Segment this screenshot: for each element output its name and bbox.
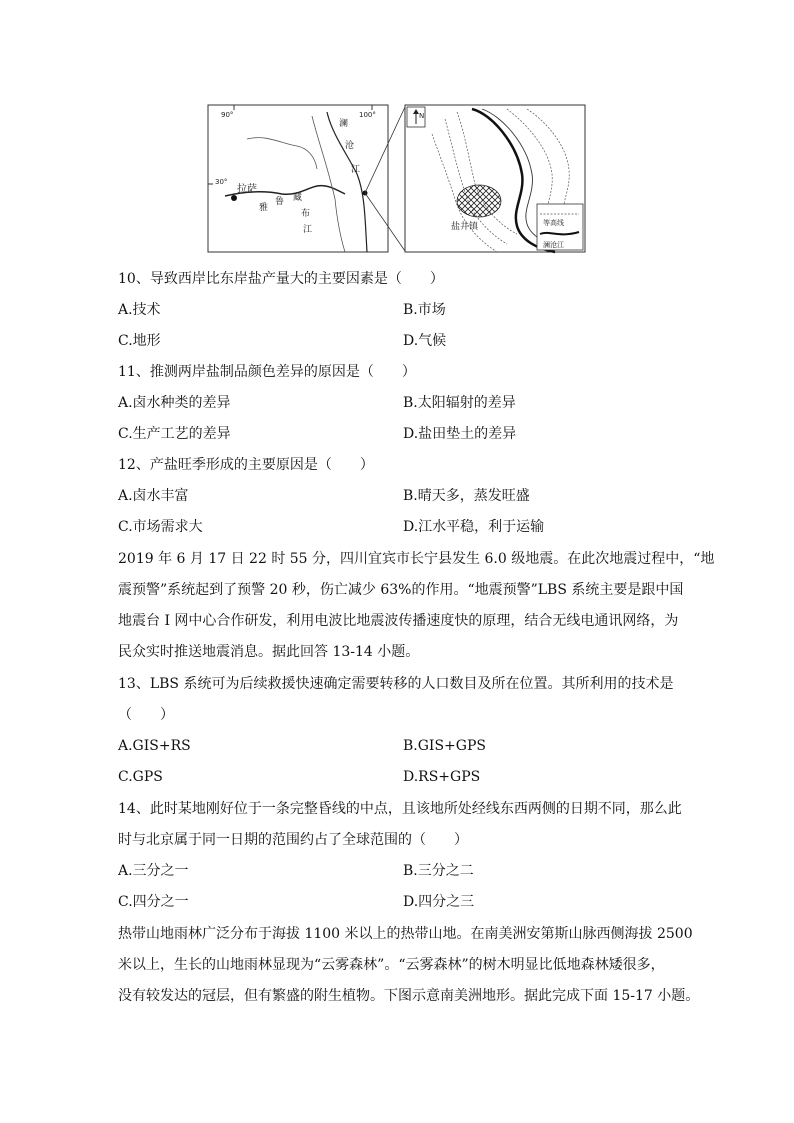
left-map <box>208 105 388 252</box>
q11-option-d[interactable]: D.盐田垫土的差异 <box>403 426 517 442</box>
river-char: 江 <box>351 165 361 175</box>
lon-100-label: 100° <box>359 111 376 119</box>
passage-earthquake-line: 民众实时推送地震消息。据此回答 13-14 小题。 <box>118 644 420 660</box>
q12-option-a[interactable]: A.卤水丰富 <box>118 488 189 504</box>
q11-option-b[interactable]: B.太阳辐射的差异 <box>403 395 516 411</box>
q12-option-d[interactable]: D.江水平稳，利于运输 <box>403 519 545 535</box>
q13-option-c[interactable]: C.GPS <box>118 769 163 785</box>
q10-option-c[interactable]: C.地形 <box>118 333 161 349</box>
passage-rainforest-line: 热带山地雨林广泛分布于海拔 1100 米以上的热带山地。在南美洲安第斯山脉西侧海拔 2500 <box>118 926 693 942</box>
q10-option-b[interactable]: B.市场 <box>403 302 446 318</box>
q14-option-b[interactable]: B.三分之二 <box>403 863 474 879</box>
lon-90-label: 90° <box>221 111 234 119</box>
salt-field-hatched <box>457 185 501 217</box>
q13-option-b[interactable]: B.GIS+GPS <box>403 738 486 754</box>
passage-earthquake-line: 2019 年 6 月 17 日 22 时 55 分，四川宜宾市长宁县发生 6.0 级地震。在此次地震过程中，“地 <box>118 551 715 567</box>
passage-earthquake-line: 地震台 I 网中心合作研发，利用电波比地震波传播速度快的原理，结合无线电通讯网络，为 <box>118 613 679 629</box>
north-label: N <box>419 112 425 120</box>
right-map <box>405 105 585 252</box>
question-11-stem: 11、推测两岸盐制品颜色差异的原因是（ ） <box>118 364 416 380</box>
lhasa-label: 拉萨 <box>237 184 257 195</box>
q14-option-a[interactable]: A.三分之一 <box>118 863 189 879</box>
q10-option-d[interactable]: D.气候 <box>403 333 447 349</box>
q10-option-a[interactable]: A.技术 <box>118 302 161 318</box>
river-char: 布 <box>301 209 311 219</box>
q13-option-d[interactable]: D.RS+GPS <box>403 769 481 785</box>
lat-30-label: 30° <box>215 178 228 186</box>
saltwell-town-label: 盐井镇 <box>451 222 479 232</box>
river-char: 澜 <box>339 119 349 129</box>
river-char: 雅 <box>259 203 269 213</box>
passage-rainforest-line: 没有较发达的冠层，但有繁盛的附生植物。下图示意南美洲地形。据此完成下面 15-17 小题。 <box>118 988 700 1004</box>
river-char: 沧 <box>345 141 355 151</box>
question-13-stem: 13、LBS 系统可为后续救援快速确定需要转移的人口数目及所在位置。其所利用的技术是 <box>118 676 674 692</box>
passage-earthquake-line: 震预警”系统起到了预警 20 秒，伤亡减少 63%的作用。“地震预警”LBS 系统主要是跟中国 <box>118 582 684 598</box>
river-char: 鲁 <box>275 197 285 207</box>
q12-option-b[interactable]: B.晴天多，蒸发旺盛 <box>403 488 530 504</box>
tributary <box>247 138 317 169</box>
legend-river-label: 澜沧江 <box>543 241 564 249</box>
question-13-stem-bracket: （ ） <box>118 707 174 723</box>
lancang-river <box>327 112 367 252</box>
legend-contour-label: 等高线 <box>543 219 564 227</box>
map-figure <box>207 104 587 254</box>
q14-option-c[interactable]: C.四分之一 <box>118 894 189 910</box>
passage-rainforest-line: 米以上，生长的山地雨林显现为“云雾森林”。“云雾森林”的树木明显比低地森林矮很多， <box>118 957 665 973</box>
question-14-stem: 14、此时某地刚好位于一条完整昏线的中点，且该地所处经线东西两侧的日期不同，那么此 <box>118 801 682 817</box>
q11-option-a[interactable]: A.卤水种类的差异 <box>118 395 231 411</box>
question-12-stem: 12、产盐旺季形成的主要原因是（ ） <box>118 457 374 473</box>
river-char: 江 <box>303 225 313 235</box>
q13-option-a[interactable]: A.GIS+RS <box>118 738 191 754</box>
question-14-stem-cont: 时与北京属于同一日期的范围约占了全球范围的（ ） <box>118 832 468 848</box>
q11-option-c[interactable]: C.生产工艺的差异 <box>118 426 231 442</box>
q14-option-d[interactable]: D.四分之三 <box>403 894 475 910</box>
q12-option-c[interactable]: C.市场需求大 <box>118 519 203 535</box>
lhasa-dot <box>231 195 237 201</box>
river-char: 藏 <box>293 193 303 203</box>
nu-river <box>312 116 345 252</box>
question-10-stem: 10、导致西岸比东岸盐产量大的主要因素是（ ） <box>118 271 444 287</box>
